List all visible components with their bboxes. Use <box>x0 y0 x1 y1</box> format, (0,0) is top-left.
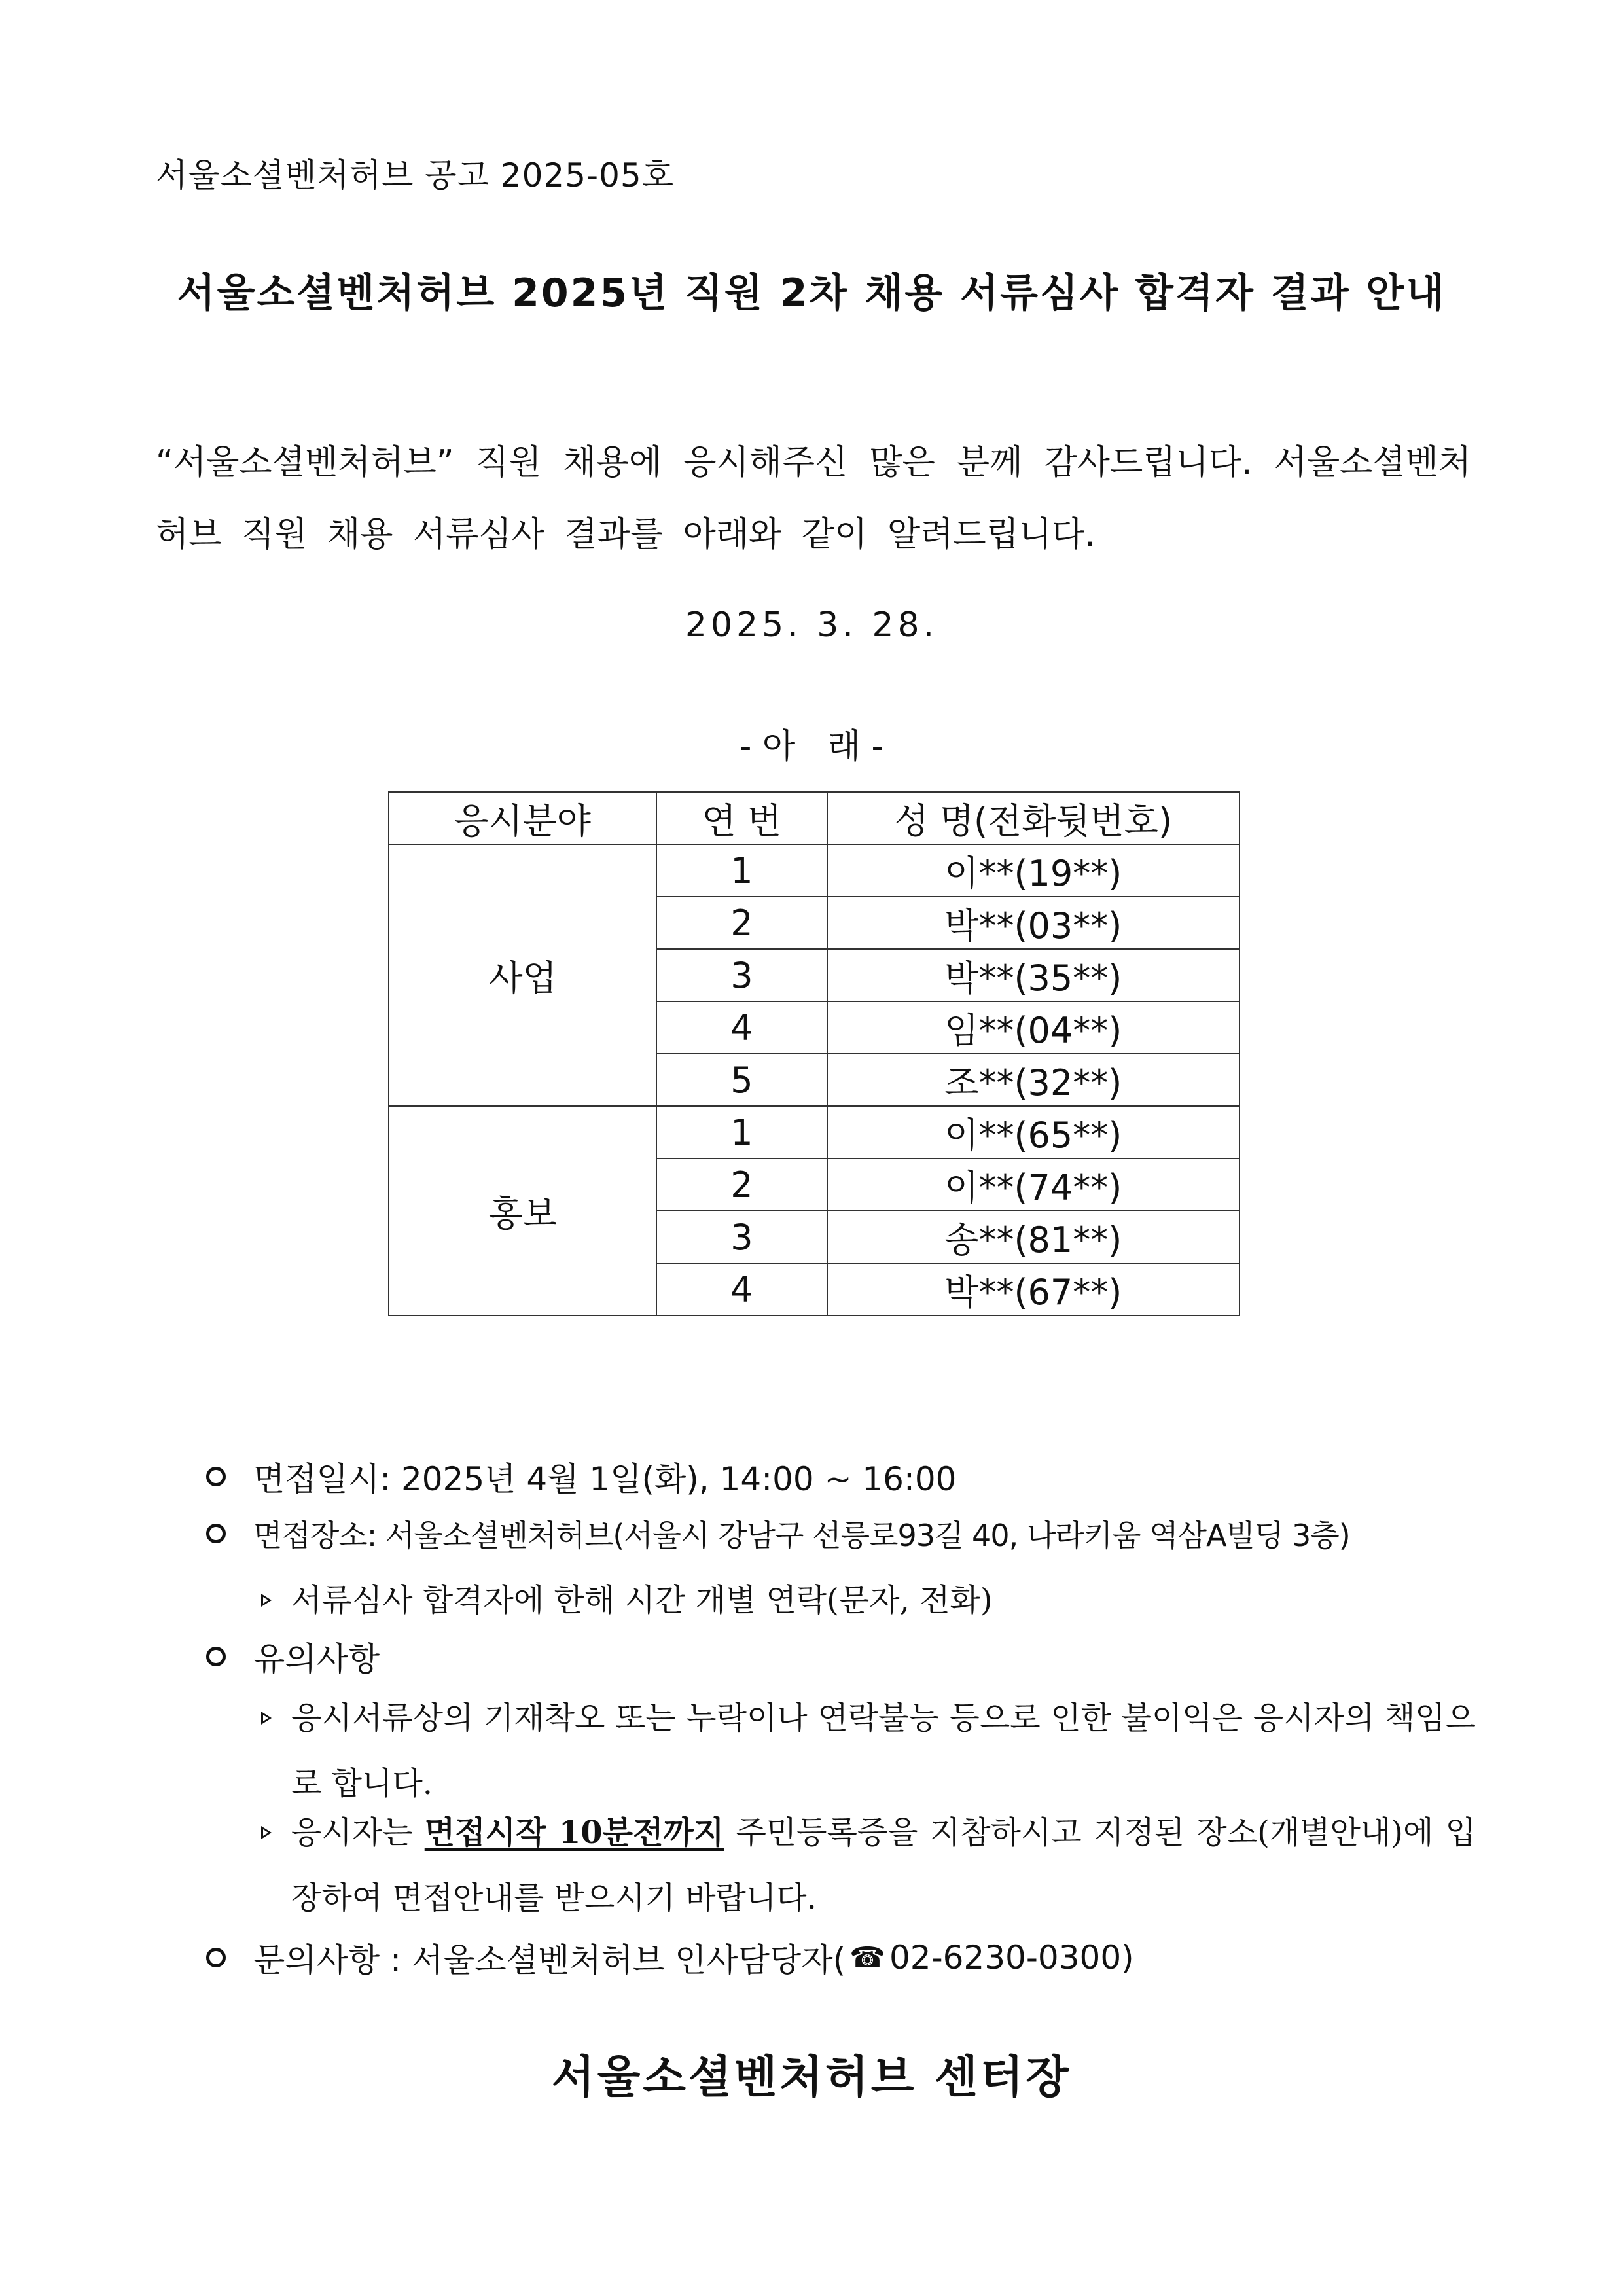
circle-bullet-icon <box>206 1948 226 1967</box>
caution-text-1: 응시서류상의 기재착오 또는 누락이나 연락불능 등으로 인한 불이익은 응시자의 책임으로 합니다. <box>291 1700 1476 1802</box>
telephone-icon: ☎ <box>849 1941 885 1975</box>
table-header-row <box>389 792 1240 844</box>
intro-paragraph: “서울소셜벤처허브” 직원 채용에 응시해주신 많은 분께 감사드립니다. 서울소셜벤처허브 직원 채용 서류심사 결과를 아래와 같이 알려드립니다. <box>156 443 1471 554</box>
caution-text-2 <box>291 1800 1476 1931</box>
caution-item-1 <box>259 1685 1476 1816</box>
table-row <box>389 844 1240 897</box>
header-number: 연 번 <box>656 792 827 844</box>
applicant-name: 이**(65**) <box>827 1106 1240 1158</box>
row-number: 3 <box>656 1211 827 1263</box>
field-business: 사업 <box>389 844 656 1106</box>
announcement-date: 2025. 3. 28. <box>685 605 938 645</box>
applicant-name: 조**(32**) <box>827 1054 1240 1106</box>
location-note-text: 서류심사 합격자에 한해 시간 개별 연락(문자, 전화) <box>291 1582 993 1619</box>
row-number: 2 <box>656 1158 827 1211</box>
applicant-name: 이**(19**) <box>827 844 1240 897</box>
result-table <box>388 791 1240 1316</box>
caution-2-post: 주민등록증을 지참하시고 지정된 장소(개별안내)에 입장하여 면접안내를 받으시기 바랍니다. <box>291 1814 1476 1916</box>
row-number: 4 <box>656 1001 827 1054</box>
circle-bullet-icon <box>206 1647 226 1666</box>
document-title: 서울소셜벤처허브 2025년 직원 2차 채용 서류심사 합격자 결과 안내 <box>177 270 1446 316</box>
applicant-name: 임**(04**) <box>827 1001 1240 1054</box>
cautions-title-text: 유의사항 <box>253 1640 380 1678</box>
triangle-bullet-icon <box>261 1594 272 1607</box>
below-marker: - 아 래 - <box>739 727 884 766</box>
applicant-name: 박**(03**) <box>827 897 1240 949</box>
table-row <box>389 1106 1240 1158</box>
inquiry-item <box>206 1934 1134 1981</box>
inquiry-phone: 02-6230-0300) <box>889 1939 1134 1977</box>
applicant-name: 박**(67**) <box>827 1263 1240 1316</box>
row-number: 1 <box>656 844 827 897</box>
header-field: 응시분야 <box>389 792 656 844</box>
row-number: 2 <box>656 897 827 949</box>
caution-2-pre: 응시자는 <box>291 1814 425 1851</box>
applicant-name: 박**(35**) <box>827 949 1240 1001</box>
circle-bullet-icon <box>206 1524 226 1543</box>
interview-location-item <box>206 1512 1350 1555</box>
applicant-name: 이**(74**) <box>827 1158 1240 1211</box>
row-number: 3 <box>656 949 827 1001</box>
location-note-item <box>259 1568 1476 1633</box>
row-number: 5 <box>656 1054 827 1106</box>
caution-2-emphasis: 면접시작 10분전까지 <box>424 1814 724 1851</box>
signature: 서울소셜벤처허브 센터장 <box>551 2052 1072 2104</box>
row-number: 1 <box>656 1106 827 1158</box>
inquiry-text: 문의사항 : 서울소셜벤처허브 인사담당자( <box>253 1941 846 1979</box>
circle-bullet-icon <box>206 1467 226 1486</box>
header-name: 성 명(전화뒷번호) <box>827 792 1240 844</box>
interview-datetime-item <box>206 1453 956 1500</box>
cautions-title-item <box>206 1633 380 1680</box>
applicant-name: 송**(81**) <box>827 1211 1240 1263</box>
caution-item-2 <box>259 1800 1476 1931</box>
interview-datetime-text: 면접일시: 2025년 4월 1일(화), 14:00 ~ 16:00 <box>253 1460 957 1498</box>
notice-number: 서울소셜벤처허브 공고 2025-05호 <box>156 156 674 194</box>
triangle-bullet-icon <box>261 1826 272 1839</box>
row-number: 4 <box>656 1263 827 1316</box>
interview-location-text: 면접장소: 서울소셜벤처허브(서울시 강남구 선릉로93길 40, 나라키움 역삼A빌딩 3층) <box>253 1518 1350 1553</box>
field-pr: 홍보 <box>389 1106 656 1316</box>
triangle-bullet-icon <box>261 1712 272 1725</box>
